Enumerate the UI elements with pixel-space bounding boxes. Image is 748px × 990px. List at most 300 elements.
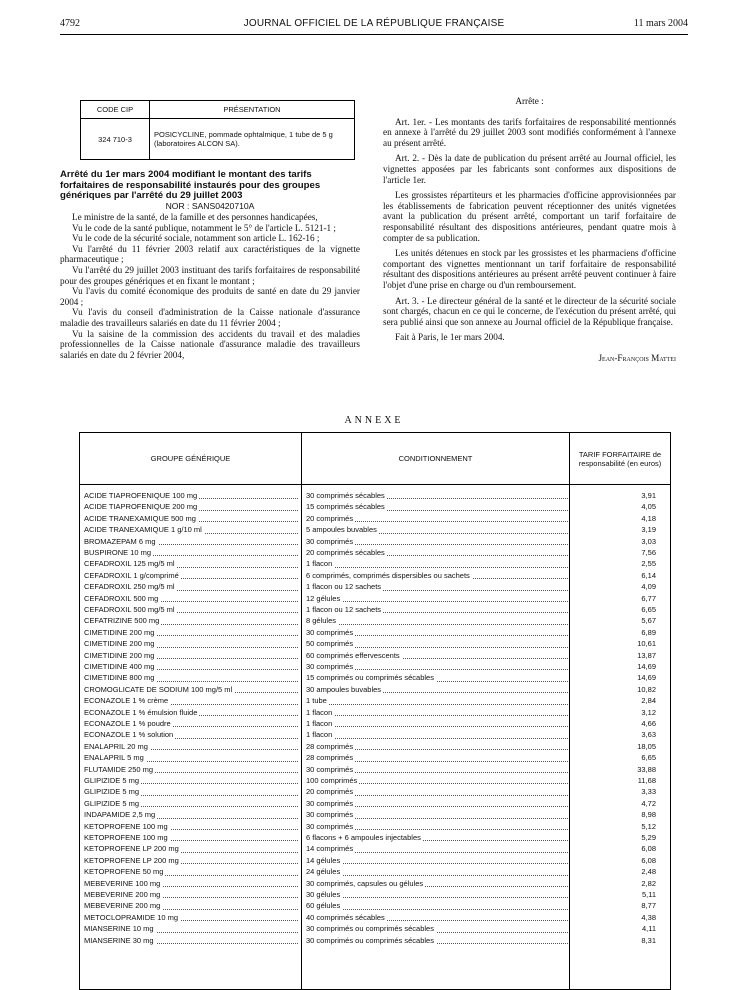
packaging-text: 40 comprimés sécables bbox=[306, 912, 385, 922]
cip-table bbox=[80, 100, 355, 160]
table-row bbox=[80, 855, 670, 866]
packaging-text: 5 ampoules buvables bbox=[306, 525, 377, 535]
visa-paragraph: Le ministre de la santé, de la famille et des personnes handicapées, bbox=[72, 212, 318, 222]
generic-group-text: KETOPROFENE 100 mg bbox=[84, 833, 168, 842]
cip-code: 324 710-3 bbox=[81, 119, 150, 160]
tariff-cell bbox=[574, 764, 658, 775]
table-row bbox=[80, 661, 670, 672]
packaging-cell bbox=[306, 638, 568, 649]
table-row bbox=[80, 821, 670, 832]
packaging-cell bbox=[306, 900, 568, 911]
tariff-text: 4,05 bbox=[641, 502, 656, 512]
generic-group-cell bbox=[84, 638, 298, 649]
tariff-cell bbox=[574, 889, 658, 900]
tariff-text: 7,56 bbox=[641, 548, 656, 557]
tariff-cell bbox=[574, 695, 658, 706]
table-row bbox=[80, 547, 670, 558]
generic-group-cell bbox=[84, 912, 298, 923]
packaging-text: 1 flacon bbox=[306, 719, 333, 728]
tariff-cell bbox=[574, 661, 658, 672]
generic-group-text: ECONAZOLE 1 % émulsion fluide bbox=[84, 707, 198, 717]
tariff-cell bbox=[574, 843, 658, 854]
tariff-text: 3,91 bbox=[641, 491, 656, 500]
generic-group-cell bbox=[84, 593, 298, 604]
visa-paragraph: Vu la saisine de la commission des accidents du travail et des maladies professionnelles de la Caisse nationale d'assurance maladie des travailleurs salariés en date du 2 février 2004, bbox=[60, 328, 360, 360]
generic-group-text: ACIDE TRANEXAMIQUE 1 g/10 ml bbox=[84, 525, 202, 535]
tariff-cell bbox=[574, 536, 658, 547]
generic-group-cell bbox=[84, 878, 298, 889]
generic-group-text: MIANSERINE 30 mg bbox=[84, 935, 154, 945]
visa-paragraph: Vu l'arrêté du 11 février 2003 relatif aux caractéristiques de la vignette pharmaceutique ; bbox=[60, 243, 360, 265]
packaging-cell bbox=[306, 604, 568, 615]
packaging-text: 30 comprimés, capsules ou gélules bbox=[306, 878, 424, 888]
tariff-text: 6,65 bbox=[641, 753, 656, 763]
tariff-text: 5,29 bbox=[641, 833, 656, 842]
generic-group-cell bbox=[84, 798, 298, 809]
dot-leader bbox=[306, 897, 568, 898]
generic-group-text: ECONAZOLE 1 % poudre bbox=[84, 719, 171, 728]
packaging-cell bbox=[306, 650, 568, 661]
tariff-cell bbox=[574, 821, 658, 832]
visa-paragraph: Vu le code de la sécurité sociale, notamment son article L. 162-16 ; bbox=[72, 233, 320, 244]
packaging-text: 30 comprimés bbox=[306, 798, 354, 808]
generic-group-text: FLUTAMIDE 250 mg bbox=[84, 764, 154, 774]
tariff-text: 6,89 bbox=[641, 627, 656, 637]
page-number: 4792 bbox=[60, 18, 80, 29]
packaging-text: 1 flacon ou 12 sachets bbox=[306, 582, 382, 592]
packaging-text: 30 comprimés bbox=[306, 662, 354, 671]
tariff-text: 3,33 bbox=[641, 787, 656, 797]
packaging-cell bbox=[306, 558, 568, 569]
table-row bbox=[80, 593, 670, 604]
packaging-cell bbox=[306, 889, 568, 900]
tariff-text: 4,72 bbox=[641, 798, 656, 808]
generic-group-cell bbox=[84, 695, 298, 706]
tariff-cell bbox=[574, 638, 658, 649]
dot-leader bbox=[306, 567, 568, 568]
tariff-text: 8,98 bbox=[641, 810, 656, 820]
packaging-text: 30 gélules bbox=[306, 890, 341, 899]
generic-group-cell bbox=[84, 809, 298, 820]
generic-group-cell bbox=[84, 832, 298, 843]
generic-group-text: CIMETIDINE 200 mg bbox=[84, 650, 155, 660]
tariff-cell bbox=[574, 707, 658, 718]
packaging-cell bbox=[306, 935, 568, 946]
cip-col-code: CODE CIP bbox=[81, 101, 150, 119]
tariff-cell bbox=[574, 547, 658, 558]
annexe-table bbox=[79, 432, 671, 990]
generic-group-text: ACIDE TIAPROFENIQUE 100 mg bbox=[84, 491, 198, 500]
tariff-cell bbox=[574, 912, 658, 923]
packaging-text: 1 tube bbox=[306, 696, 327, 706]
generic-group-cell bbox=[84, 889, 298, 900]
packaging-cell bbox=[306, 513, 568, 524]
generic-group-text: CEFADROXIL 500 mg/5 ml bbox=[84, 605, 175, 614]
decree-articles bbox=[383, 96, 676, 368]
table-row bbox=[80, 786, 670, 797]
packaging-text: 14 comprimés bbox=[306, 844, 354, 854]
dot-leader bbox=[306, 624, 568, 625]
dot-leader bbox=[306, 715, 568, 716]
table-row bbox=[80, 809, 670, 820]
packaging-text: 30 comprimés bbox=[306, 821, 354, 831]
generic-group-text: CEFADROXIL 1 g/comprimé bbox=[84, 570, 179, 580]
generic-group-cell bbox=[84, 707, 298, 718]
table-row bbox=[80, 604, 670, 615]
tariff-cell bbox=[574, 615, 658, 626]
table-row bbox=[80, 638, 670, 649]
packaging-text: 100 comprimés bbox=[306, 776, 358, 785]
header-rule bbox=[80, 484, 670, 485]
tariff-text: 3,19 bbox=[641, 525, 656, 535]
tariff-cell bbox=[574, 558, 658, 569]
generic-group-text: ECONAZOLE 1 % crème bbox=[84, 696, 169, 706]
tariff-text: 4,38 bbox=[641, 912, 656, 922]
tariff-cell bbox=[574, 935, 658, 946]
article-paragraph: Les grossistes répartiteurs et les pharmacies d'officine approvisionnées par les établissements de fabrication peuvent réceptionner des unités vignetées avant la publication du présent arrêté, comportant un tarif forfaitaire de responsabilité résultant des dispositions antérieures, pendant quatre mois à compter de sa publication. bbox=[383, 190, 676, 243]
generic-group-text: KETOPROFENE LP 200 mg bbox=[84, 855, 179, 865]
tariff-text: 4,09 bbox=[641, 582, 656, 592]
table-row bbox=[80, 627, 670, 638]
generic-group-text: GLIPIZIDE 5 mg bbox=[84, 776, 140, 785]
packaging-cell bbox=[306, 878, 568, 889]
dot-leader bbox=[306, 601, 568, 602]
generic-group-text: ENALAPRIL 5 mg bbox=[84, 753, 144, 763]
generic-group-text: ECONAZOLE 1 % solution bbox=[84, 730, 174, 740]
table-row bbox=[80, 695, 670, 706]
packaging-cell bbox=[306, 615, 568, 626]
generic-group-text: BROMAZEPAM 6 mg bbox=[84, 536, 156, 546]
generic-group-cell bbox=[84, 900, 298, 911]
tariff-cell bbox=[574, 729, 658, 740]
tariff-cell bbox=[574, 832, 658, 843]
tariff-text: 5,11 bbox=[641, 890, 656, 899]
article-paragraph: Art. 2. - Dès la date de publication du présent arrêté au Journal officiel, les vignettes apposées par les fabricants sont conformes aux dispositions de l'article 1er. bbox=[383, 153, 676, 185]
tariff-cell bbox=[574, 604, 658, 615]
tariff-cell bbox=[574, 741, 658, 752]
header-rule bbox=[60, 34, 688, 35]
packaging-cell bbox=[306, 729, 568, 740]
table-row bbox=[80, 729, 670, 740]
dot-leader bbox=[306, 704, 568, 705]
tariff-cell bbox=[574, 786, 658, 797]
tariff-text: 5,67 bbox=[641, 616, 656, 626]
tariff-text: 18,05 bbox=[637, 741, 656, 751]
col-header-tarif: TARIF FORFAITAIRE de responsabilité (en euros) bbox=[578, 449, 662, 468]
generic-group-cell bbox=[84, 741, 298, 752]
tariff-cell bbox=[574, 524, 658, 535]
packaging-text: 20 comprimés bbox=[306, 787, 354, 797]
generic-group-text: ENALAPRIL 20 mg bbox=[84, 741, 148, 751]
decree-visas bbox=[60, 212, 360, 360]
packaging-cell bbox=[306, 684, 568, 695]
generic-group-cell bbox=[84, 775, 298, 786]
tariff-text: 3,12 bbox=[641, 707, 656, 717]
packaging-cell bbox=[306, 843, 568, 854]
packaging-cell bbox=[306, 832, 568, 843]
packaging-cell bbox=[306, 798, 568, 809]
packaging-text: 1 flacon bbox=[306, 559, 333, 569]
generic-group-cell bbox=[84, 627, 298, 638]
generic-group-cell bbox=[84, 752, 298, 763]
generic-group-text: CEFADROXIL 125 mg/5 ml bbox=[84, 559, 175, 569]
generic-group-cell bbox=[84, 558, 298, 569]
packaging-text: 20 comprimés sécables bbox=[306, 548, 385, 557]
packaging-cell bbox=[306, 741, 568, 752]
packaging-cell bbox=[306, 821, 568, 832]
generic-group-cell bbox=[84, 935, 298, 946]
packaging-text: 60 gélules bbox=[306, 901, 341, 911]
packaging-text: 6 comprimés, comprimés dispersibles ou sachets bbox=[306, 570, 470, 580]
col-header-group: GROUPE GÉNÉRIQUE bbox=[150, 454, 231, 463]
packaging-text: 24 gélules bbox=[306, 867, 341, 877]
generic-group-cell bbox=[84, 672, 298, 683]
tariff-text: 2,55 bbox=[641, 559, 656, 569]
tariff-text: 10,82 bbox=[637, 684, 656, 694]
generic-group-cell bbox=[84, 650, 298, 661]
generic-group-cell bbox=[84, 513, 298, 524]
tariff-text: 8,31 bbox=[641, 935, 656, 945]
arrete-heading: Arrête : bbox=[515, 96, 544, 106]
generic-group-text: METOCLOPRAMIDE 10 mg bbox=[84, 912, 179, 922]
generic-group-cell bbox=[84, 490, 298, 501]
generic-group-text: CEFATRIZINE 500 mg bbox=[84, 616, 160, 626]
tariff-text: 4,18 bbox=[641, 513, 656, 523]
packaging-cell bbox=[306, 581, 568, 592]
generic-group-text: MEBEVERINE 100 mg bbox=[84, 878, 161, 888]
tariff-cell bbox=[574, 878, 658, 889]
tariff-cell bbox=[574, 684, 658, 695]
generic-group-cell bbox=[84, 923, 298, 934]
packaging-text: 30 comprimés bbox=[306, 536, 354, 546]
tariff-cell bbox=[574, 809, 658, 820]
dot-leader bbox=[306, 738, 568, 739]
packaging-cell bbox=[306, 672, 568, 683]
table-row bbox=[80, 832, 670, 843]
tariff-text: 14,69 bbox=[637, 673, 656, 683]
generic-group-cell bbox=[84, 581, 298, 592]
generic-group-text: INDAPAMIDE 2,5 mg bbox=[84, 810, 156, 820]
tariff-text: 10,61 bbox=[637, 639, 656, 649]
table-row bbox=[80, 684, 670, 695]
packaging-text: 1 flacon bbox=[306, 707, 333, 717]
tariff-text: 33,88 bbox=[637, 764, 656, 774]
packaging-cell bbox=[306, 593, 568, 604]
generic-group-cell bbox=[84, 501, 298, 512]
visa-paragraph: Vu le code de la santé publique, notamment le 5° de l'article L. 5121-1 ; bbox=[72, 222, 336, 233]
table-row bbox=[80, 536, 670, 547]
generic-group-text: GLIPIZIDE 5 mg bbox=[84, 798, 140, 808]
packaging-text: 30 ampoules buvables bbox=[306, 684, 382, 694]
packaging-text: 14 gélules bbox=[306, 855, 341, 865]
tariff-cell bbox=[574, 581, 658, 592]
generic-group-text: ACIDE TIAPROFENIQUE 200 mg bbox=[84, 502, 198, 512]
generic-group-cell bbox=[84, 684, 298, 695]
tariff-cell bbox=[574, 900, 658, 911]
generic-group-cell bbox=[84, 866, 298, 877]
dot-leader bbox=[306, 909, 568, 910]
packaging-cell bbox=[306, 695, 568, 706]
generic-group-text: CEFADROXIL 500 mg bbox=[84, 593, 159, 603]
table-row bbox=[80, 923, 670, 934]
tariff-text: 8,77 bbox=[641, 901, 656, 911]
packaging-cell bbox=[306, 707, 568, 718]
article-paragraph: Les unités détenues en stock par les grossistes et les pharmaciens d'officine comportant des vignettes mentionnant un tarif forfaitaire de responsabilité résultant des dispositions antérieures au présent arrêté peuvent continuer à faire l'objet d'une prise en charge ou d'un remboursement. bbox=[383, 248, 676, 290]
generic-group-text: MIANSERINE 10 mg bbox=[84, 924, 154, 934]
col-header-conditionnement: CONDITIONNEMENT bbox=[398, 454, 473, 463]
visa-paragraph: Vu l'avis du comité économique des produits de santé en date du 29 janvier 2004 ; bbox=[60, 286, 360, 307]
packaging-text: 30 comprimés bbox=[306, 764, 354, 774]
table-row bbox=[80, 501, 670, 512]
tariff-text: 2,82 bbox=[641, 878, 656, 888]
packaging-cell bbox=[306, 661, 568, 672]
tariff-text: 3,03 bbox=[641, 536, 656, 546]
tariff-cell bbox=[574, 923, 658, 934]
packaging-cell bbox=[306, 524, 568, 535]
generic-group-text: MEBEVERINE 200 mg bbox=[84, 901, 161, 911]
tariff-text: 2,48 bbox=[641, 867, 656, 877]
tariff-text: 6,65 bbox=[641, 605, 656, 614]
tariff-cell bbox=[574, 798, 658, 809]
table-row bbox=[80, 866, 670, 877]
tariff-cell bbox=[574, 672, 658, 683]
packaging-text: 8 gélules bbox=[306, 616, 337, 626]
generic-group-text: KETOPROFENE 100 mg bbox=[84, 821, 168, 831]
table-row bbox=[80, 707, 670, 718]
packaging-cell bbox=[306, 786, 568, 797]
generic-group-cell bbox=[84, 524, 298, 535]
article-paragraph: Art. 3. - Le directeur général de la santé et le directeur de la sécurité sociale sont chargés, chacun en ce qui le concerne, de l'exécution du présent arrêté, qui sera publié ainsi que son annexe au Journal officiel de la République française. bbox=[383, 295, 676, 327]
generic-group-cell bbox=[84, 718, 298, 729]
generic-group-cell bbox=[84, 604, 298, 615]
table-row bbox=[80, 581, 670, 592]
generic-group-cell bbox=[84, 855, 298, 866]
table-row bbox=[80, 650, 670, 661]
annexe-title: ANNEXE bbox=[344, 415, 404, 426]
packaging-text: 6 flacons + 6 ampoules injectables bbox=[306, 833, 421, 842]
generic-group-text: CEFADROXIL 250 mg/5 ml bbox=[84, 582, 175, 592]
tariff-cell bbox=[574, 501, 658, 512]
packaging-cell bbox=[306, 923, 568, 934]
generic-group-cell bbox=[84, 764, 298, 775]
generic-group-text: KETOPROFENE LP 200 mg bbox=[84, 844, 179, 854]
packaging-text: 20 comprimés bbox=[306, 513, 354, 523]
packaging-cell bbox=[306, 570, 568, 581]
packaging-text: 50 comprimés bbox=[306, 639, 354, 649]
generic-group-text: ACIDE TRANEXAMIQUE 500 mg bbox=[84, 513, 196, 523]
decree-title: Arrêté du 1er mars 2004 modifiant le montant des tarifs forfaitaires de responsabilité instaurés pour des groupes génériques par l'arrêté du 29 juillet 2003 bbox=[60, 169, 321, 201]
visa-paragraph: Vu l'arrêté du 29 juillet 2003 instituant des tarifs forfaitaires de responsabilité pour des groupes génériques et en fixant le montant ; bbox=[60, 264, 360, 286]
generic-group-text: CIMETIDINE 400 mg bbox=[84, 662, 155, 671]
tariff-text: 6,14 bbox=[641, 570, 656, 580]
packaging-text: 30 comprimés ou comprimés sécables bbox=[306, 924, 434, 934]
tariff-text: 4,66 bbox=[641, 719, 656, 728]
packaging-text: 15 comprimés ou comprimés sécables bbox=[306, 673, 434, 683]
tariff-cell bbox=[574, 752, 658, 763]
packaging-cell bbox=[306, 855, 568, 866]
generic-group-text: CROMOGLICATE DE SODIUM 100 mg/5 ml bbox=[84, 684, 233, 694]
tariff-text: 3,63 bbox=[641, 730, 656, 740]
visa-paragraph: Vu l'avis du conseil d'administration de la Caisse nationale d'assurance maladie des travailleurs salariés en date du 11 février 2004 ; bbox=[60, 307, 360, 328]
generic-group-cell bbox=[84, 547, 298, 558]
article-paragraph: Art. 1er. - Les montants des tarifs forfaitaires de responsabilité mentionnés en annexe à l'arrêté du 29 juillet 2003 sont modifiés conformément à l'annexe au présent arrêté. bbox=[383, 116, 676, 148]
generic-group-text: GLIPIZIDE 5 mg bbox=[84, 787, 140, 797]
generic-group-cell bbox=[84, 786, 298, 797]
dot-leader bbox=[306, 726, 568, 727]
table-row bbox=[80, 718, 670, 729]
packaging-cell bbox=[306, 627, 568, 638]
packaging-cell bbox=[306, 809, 568, 820]
packaging-cell bbox=[306, 718, 568, 729]
packaging-cell bbox=[306, 775, 568, 786]
packaging-text: 15 comprimés sécables bbox=[306, 502, 385, 512]
packaging-cell bbox=[306, 501, 568, 512]
packaging-cell bbox=[306, 752, 568, 763]
table-row bbox=[80, 775, 670, 786]
table-row bbox=[80, 764, 670, 775]
tariff-cell bbox=[574, 490, 658, 501]
table-row bbox=[80, 672, 670, 683]
table-row bbox=[80, 490, 670, 501]
table-row bbox=[80, 513, 670, 524]
generic-group-text: CIMETIDINE 200 mg bbox=[84, 627, 155, 637]
packaging-cell bbox=[306, 866, 568, 877]
tariff-text: 6,77 bbox=[641, 593, 656, 603]
table-row bbox=[80, 524, 670, 535]
table-row bbox=[80, 900, 670, 911]
tariff-cell bbox=[574, 775, 658, 786]
place-date: Fait à Paris, le 1er mars 2004. bbox=[395, 332, 505, 343]
tariff-text: 13,87 bbox=[637, 650, 656, 660]
generic-group-cell bbox=[84, 570, 298, 581]
signature: Jean-François Mattei bbox=[598, 352, 676, 363]
table-row bbox=[80, 558, 670, 569]
decree-nor: NOR : SANS0420710A bbox=[165, 201, 255, 211]
table-row bbox=[80, 798, 670, 809]
dot-leader bbox=[306, 875, 568, 876]
journal-title: JOURNAL OFFICIEL DE LA RÉPUBLIQUE FRANÇAISE bbox=[243, 18, 505, 29]
cip-col-presentation: PRÉSENTATION bbox=[150, 101, 355, 119]
generic-group-text: MEBEVERINE 200 mg bbox=[84, 890, 161, 899]
generic-group-cell bbox=[84, 536, 298, 547]
table-row bbox=[80, 741, 670, 752]
packaging-cell bbox=[306, 912, 568, 923]
tariff-cell bbox=[574, 855, 658, 866]
packaging-text: 28 comprimés bbox=[306, 741, 354, 751]
tariff-cell bbox=[574, 650, 658, 661]
tariff-text: 5,12 bbox=[641, 821, 656, 831]
generic-group-cell bbox=[84, 661, 298, 672]
tariff-text: 4,11 bbox=[641, 924, 656, 934]
tariff-cell bbox=[574, 593, 658, 604]
generic-group-text: CIMETIDINE 200 mg bbox=[84, 639, 155, 649]
table-row bbox=[80, 752, 670, 763]
packaging-text: 1 flacon bbox=[306, 730, 333, 740]
packaging-text: 60 comprimés effervescents bbox=[306, 650, 400, 660]
generic-group-cell bbox=[84, 821, 298, 832]
table-row bbox=[80, 843, 670, 854]
packaging-cell bbox=[306, 490, 568, 501]
packaging-text: 30 comprimés sécables bbox=[306, 491, 385, 500]
tariff-text: 2,84 bbox=[641, 696, 656, 706]
tariff-cell bbox=[574, 866, 658, 877]
generic-group-text: CIMETIDINE 800 mg bbox=[84, 673, 155, 683]
generic-group-cell bbox=[84, 615, 298, 626]
dot-leader bbox=[306, 863, 568, 864]
table-row bbox=[80, 935, 670, 946]
generic-group-text: BUSPIRONE 10 mg bbox=[84, 548, 152, 557]
packaging-cell bbox=[306, 536, 568, 547]
